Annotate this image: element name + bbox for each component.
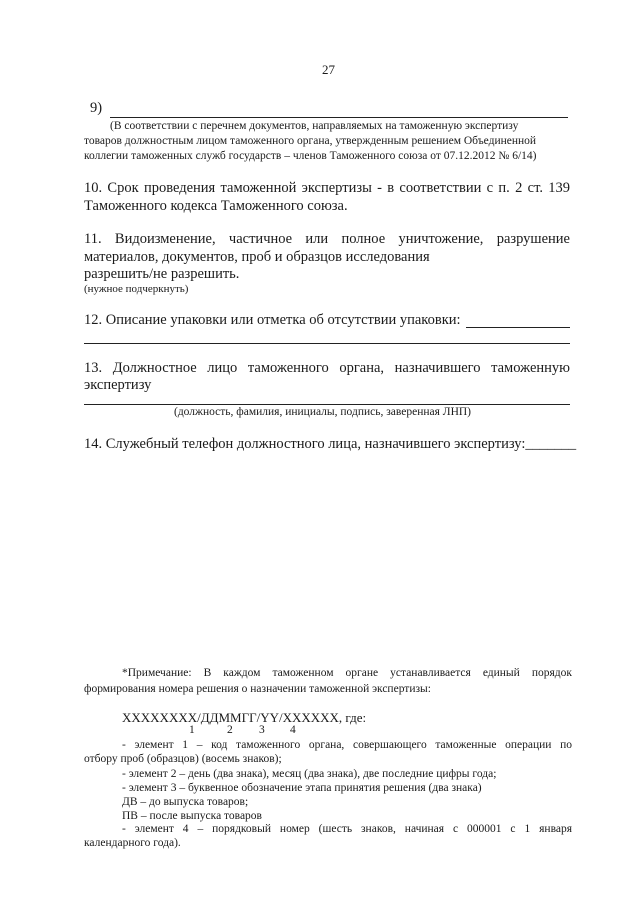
item-10-line-1: 10. Срок проведения таможенной экспертизы - в соответствии с п. 2 ст. 139: [84, 180, 570, 196]
item-12-fill-line: [466, 327, 570, 328]
item-13-line-1: 13. Должностное лицо таможенного органа, назначившего таможенную: [84, 360, 570, 376]
element-1-line-2: отбору проб (образцов) (восемь знаков);: [84, 753, 282, 765]
item-9-note-line-3: коллегии таможенных служб государств – членов Таможенного союза от 07.12.2012 № 6/14): [84, 150, 537, 162]
item-14-text: 14. Служебный телефон должностного лица, назначившего экспертизу:_______: [84, 436, 577, 452]
item-11-line-1: 11. Видоизменение, частичное или полное уничтожение, разрушение: [84, 231, 570, 247]
item-13-signature-line: [84, 404, 570, 405]
item-11-line-3: разрешить/не разрешить.: [84, 266, 240, 282]
page-number: 27: [322, 62, 335, 77]
item-10-line-2: Таможенного кодекса Таможенного союза.: [84, 198, 348, 214]
item-9-note-line-2: товаров должностным лицом таможенного органа, утвержденным решением Объединенной: [84, 135, 537, 147]
element-3-dv: ДВ – до выпуска товаров;: [122, 796, 249, 808]
element-number-1: 1: [189, 724, 195, 736]
element-3-pv: ПВ – после выпуска товаров: [122, 810, 262, 822]
item-12-second-line: [84, 343, 570, 344]
element-2: - элемент 2 – день (два знака), месяц (два знака), две последние цифры года;: [122, 768, 497, 780]
item-9-note-line-1: (В соответствии с перечнем документов, направляемых на таможенную экспертизу: [110, 120, 519, 132]
element-1-line-1: - элемент 1 – код таможенного органа, совершающего таможенные операции по: [122, 739, 572, 751]
element-number-2: 2: [227, 724, 233, 736]
footnote-format: XXXXXXXX/ДДММГГ/YY/XXXXXX, где:: [122, 710, 367, 725]
element-4-line-2: календарного года).: [84, 837, 181, 849]
footnote-line-1: *Примечание: В каждом таможенном органе устанавливается единый порядок: [122, 667, 572, 679]
item-13-line-2: экспертизу: [84, 377, 152, 393]
element-4-line-1: - элемент 4 – порядковый номер (шесть знаков, начиная с 000001 с 1 января: [122, 823, 572, 835]
item-13-caption: (должность, фамилия, инициалы, подпись, заверенная ЛНП): [174, 406, 472, 418]
footnote-line-2: формирования номера решения о назначении таможенной экспертизы:: [84, 683, 431, 695]
element-number-4: 4: [290, 724, 296, 736]
item-11-line-2: материалов, документов, проб и образцов исследования: [84, 249, 430, 265]
item-11-note: (нужное подчеркнуть): [84, 283, 189, 295]
element-3: - элемент 3 – буквенное обозначение этапа принятия решения (два знака): [122, 782, 482, 794]
item-9-fill-line: [110, 117, 568, 118]
item-12-text: 12. Описание упаковки или отметка об отсутствии упаковки:: [84, 312, 461, 328]
item-9-number: 9): [90, 100, 103, 116]
element-number-3: 3: [259, 724, 265, 736]
